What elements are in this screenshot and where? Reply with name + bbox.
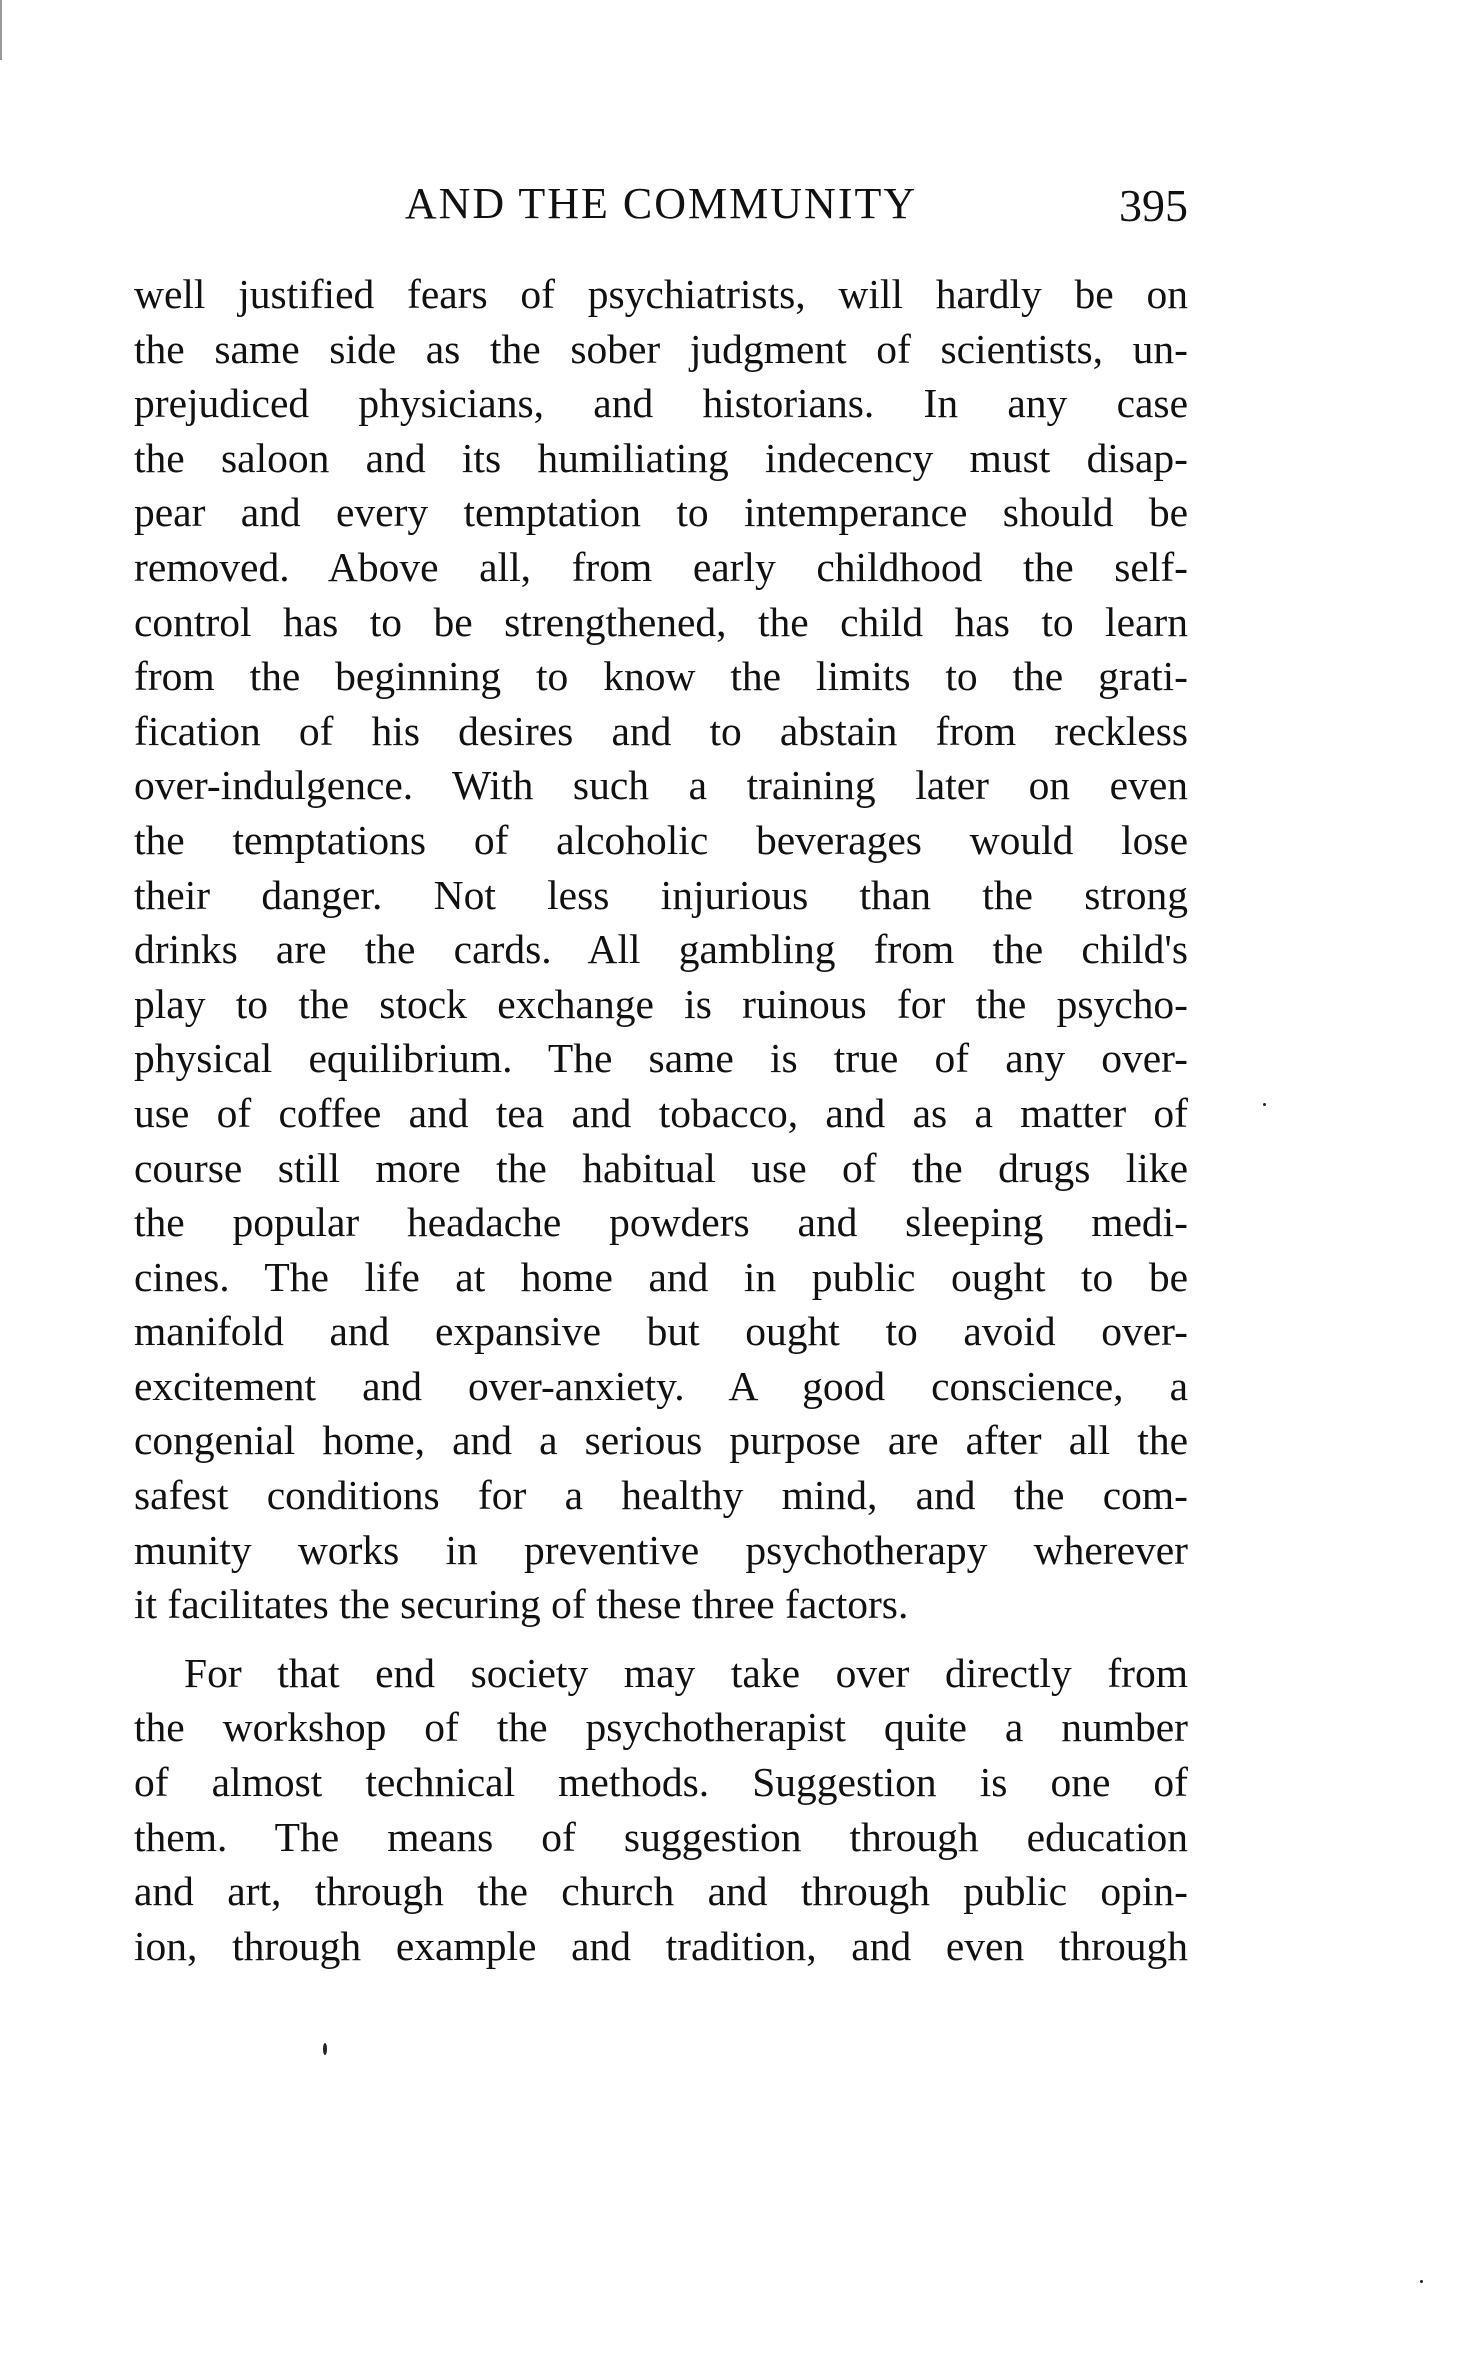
text-line: excitement and over-anxiety. A good conscience, a — [134, 1362, 1188, 1409]
text-line: the popular headache powders and sleeping medi- — [134, 1199, 1188, 1246]
text-line: safest conditions for a healthy mind, and the com- — [134, 1472, 1188, 1519]
text-line: over-indulgence. With such a training later on even — [134, 762, 1188, 809]
text-line: them. The means of suggestion through education — [134, 1813, 1188, 1860]
text-line: play to the stock exchange is ruinous for the psycho- — [134, 980, 1188, 1027]
text-line: pear and every temptation to intemperance should be — [134, 489, 1188, 536]
scan-edge-mark — [0, 0, 18, 60]
text-line: munity works in preventive psychotherapy wherever — [134, 1526, 1188, 1573]
text-line: it facilitates the securing of these three factors. — [134, 1581, 909, 1628]
text-line: the saloon and its humiliating indecency must disap- — [134, 434, 1188, 481]
text-line: manifold and expansive but ought to avoid over- — [134, 1308, 1188, 1355]
text-line: physical equilibrium. The same is true of any over- — [134, 1035, 1188, 1082]
text-line: and art, through the church and through public opin- — [134, 1868, 1188, 1915]
text-line: the temptations of alcoholic beverages would lose — [134, 816, 1188, 863]
text-line: use of coffee and tea and tobacco, and as a matter of — [134, 1089, 1188, 1136]
paragraph-gap — [134, 1632, 1188, 1646]
print-speck — [1263, 1103, 1266, 1106]
text-line: of almost technical methods. Suggestion is one of — [134, 1759, 1188, 1806]
text-line: the same side as the sober judgment of scientists, un- — [134, 325, 1188, 372]
text-line: well justified fears of psychiatrists, will hardly be on — [134, 271, 1188, 317]
text-line: congenial home, and a serious purpose are after all the — [134, 1417, 1188, 1464]
text-line: course still more the habitual use of the drugs like — [134, 1144, 1188, 1191]
text-line: For that end society may take over directly from — [184, 1649, 1188, 1696]
paragraph-1 — [134, 267, 1188, 1632]
print-speck — [1420, 2280, 1423, 2283]
text-line: cines. The life at home and in public ought to be — [134, 1253, 1188, 1300]
running-title: AND THE COMMUNITY — [404, 179, 918, 228]
text-line: from the beginning to know the limits to the grati- — [134, 653, 1188, 700]
text-line: removed. Above all, from early childhood the self- — [134, 543, 1188, 590]
paragraph-2 — [134, 1646, 1188, 1974]
text-line: their danger. Not less injurious than the strong — [134, 871, 1188, 918]
text-line: control has to be strengthened, the child has to learn — [134, 598, 1188, 645]
page-number: 395 — [1119, 180, 1188, 231]
text-line: prejudiced physicians, and historians. In any case — [134, 380, 1188, 427]
text-line: drinks are the cards. All gambling from the child's — [134, 926, 1188, 973]
text-line: ion, through example and tradition, and even through — [134, 1922, 1188, 1969]
text-line: fication of his desires and to abstain from reckless — [134, 707, 1188, 754]
text-line: the workshop of the psychotherapist quite a number — [134, 1704, 1188, 1751]
running-head — [134, 168, 1188, 238]
body-text — [134, 267, 1188, 1973]
print-speck — [323, 2043, 327, 2055]
